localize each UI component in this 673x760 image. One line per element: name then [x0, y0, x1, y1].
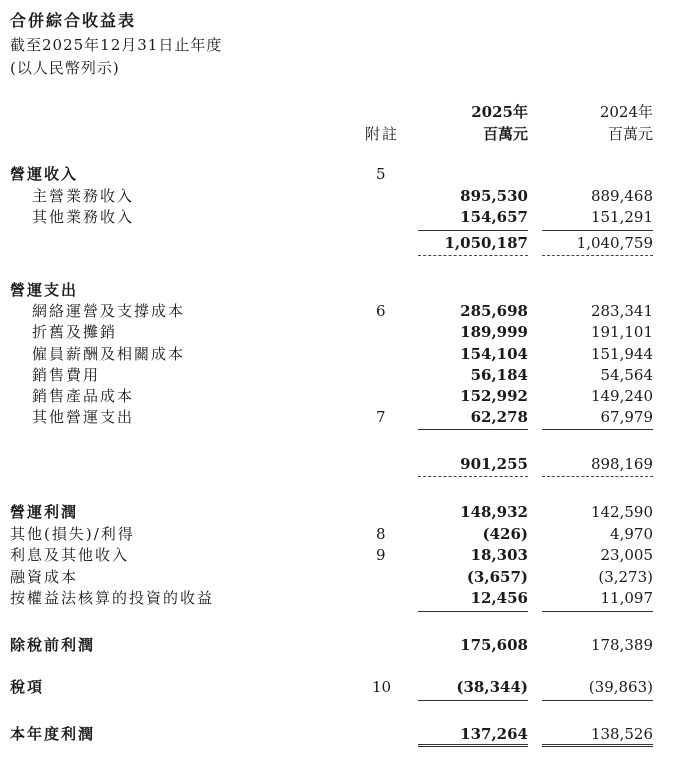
- row-label: 銷售產品成本: [32, 387, 135, 405]
- table-row-profit-for-year: [0, 724, 673, 744]
- table-row: [0, 322, 673, 342]
- value-2024: 178,389: [590, 636, 653, 654]
- row-note: 8: [376, 525, 386, 543]
- value-2024: 898,169: [590, 455, 653, 473]
- row-label: 其他業務收入: [32, 208, 135, 226]
- row-label: 其他營運支出: [32, 408, 135, 426]
- table-row-operating-revenue: [0, 164, 673, 184]
- row-label: 其他(損失)/利得: [10, 525, 135, 543]
- row-label: 稅項: [10, 678, 45, 696]
- year-2025-unit: 百萬元: [482, 125, 528, 143]
- value-2025: 148,932: [460, 503, 528, 521]
- row-label: 營運利潤: [10, 503, 79, 521]
- table-row: [0, 207, 673, 227]
- value-2024: 11,097: [600, 589, 653, 607]
- row-note: 6: [376, 302, 386, 320]
- row-note: 10: [372, 678, 392, 696]
- row-label: 融資成本: [10, 568, 79, 586]
- value-2025: 62,278: [470, 408, 528, 426]
- total-dashed-rule: [542, 255, 653, 256]
- row-label: 營運收入: [10, 165, 79, 183]
- year-2025-header: 2025年: [471, 103, 528, 121]
- row-note: 7: [376, 408, 386, 426]
- value-2024: 138,526: [590, 725, 653, 743]
- row-label: 除稅前利潤: [10, 636, 96, 654]
- value-2024: (3,273): [598, 568, 653, 586]
- value-2025: (38,344): [456, 678, 528, 696]
- subtotal-rule: [418, 611, 528, 612]
- value-2025: 154,104: [460, 345, 528, 363]
- row-label: 僱員薪酬及相關成本: [32, 345, 186, 363]
- table-row: [0, 545, 673, 565]
- note-column-header: 附註: [365, 125, 400, 143]
- value-2025: (3,657): [466, 568, 528, 586]
- subtotal-rule: [542, 230, 653, 231]
- table-row: [0, 407, 673, 427]
- value-2024: (39,863): [588, 678, 653, 696]
- table-row-expense-total: [0, 454, 673, 474]
- subtotal-rule: [418, 700, 528, 701]
- table-row: [0, 386, 673, 406]
- row-label: 網絡運營及支撐成本: [32, 302, 186, 320]
- value-2025: 137,264: [460, 725, 528, 743]
- year-2024-header: 2024年: [599, 103, 653, 121]
- table-row: [0, 186, 673, 206]
- value-2024: 151,944: [590, 345, 653, 363]
- value-2024: 23,005: [600, 546, 653, 564]
- table-row: [0, 365, 673, 385]
- value-2024: 67,979: [600, 408, 653, 426]
- table-row: [0, 301, 673, 321]
- value-2024: 149,240: [590, 387, 653, 405]
- row-label: 折舊及攤銷: [32, 323, 118, 341]
- value-2025: (426): [482, 525, 528, 543]
- subtotal-rule: [418, 230, 528, 231]
- value-2025: 175,608: [460, 636, 528, 654]
- value-2025: 189,999: [460, 323, 528, 341]
- subtotal-rule: [542, 429, 653, 430]
- table-row: [0, 567, 673, 587]
- final-double-rule: [542, 744, 653, 747]
- table-row-operating-expenses: [0, 280, 673, 300]
- value-2025: 895,530: [460, 187, 528, 205]
- value-2025: 285,698: [460, 302, 528, 320]
- row-label: 主營業務收入: [32, 187, 135, 205]
- statement-period: 截至2025年12月31日止年度: [10, 36, 223, 54]
- row-label: 營運支出: [10, 281, 79, 299]
- value-2025: 12,456: [470, 589, 528, 607]
- row-note: 5: [376, 165, 386, 183]
- year-2024-unit: 百萬元: [607, 125, 653, 143]
- row-label: 利息及其他收入: [10, 546, 130, 564]
- value-2024: 151,291: [590, 208, 653, 226]
- table-row: [0, 588, 673, 608]
- total-dashed-rule: [542, 476, 653, 477]
- value-2025: 18,303: [470, 546, 528, 564]
- value-2025: 56,184: [470, 366, 528, 384]
- table-row: [0, 344, 673, 364]
- total-dashed-rule: [418, 255, 528, 256]
- value-2024: 191,101: [590, 323, 653, 341]
- value-2025: 154,657: [460, 208, 528, 226]
- statement-title: 合併綜合收益表: [10, 11, 137, 30]
- table-row: [0, 524, 673, 544]
- value-2024: 4,970: [610, 525, 653, 543]
- value-2024: 54,564: [600, 366, 653, 384]
- table-row-profit-before-tax: [0, 635, 673, 655]
- row-label: 銷售費用: [32, 366, 101, 384]
- value-2025: 152,992: [460, 387, 528, 405]
- value-2024: 283,341: [590, 302, 653, 320]
- value-2024: 142,590: [590, 503, 653, 521]
- subtotal-rule: [418, 429, 528, 430]
- row-note: 9: [376, 546, 386, 564]
- currency-note: (以人民幣列示): [10, 59, 120, 77]
- table-row-revenue-total: [0, 233, 673, 253]
- row-label: 本年度利潤: [10, 725, 96, 743]
- value-2024: 1,040,759: [576, 234, 653, 252]
- value-2025: 901,255: [460, 455, 528, 473]
- subtotal-rule: [542, 611, 653, 612]
- value-2024: 889,468: [590, 187, 653, 205]
- value-2025: 1,050,187: [444, 234, 528, 252]
- final-double-rule: [418, 744, 528, 747]
- table-row-operating-profit: [0, 502, 673, 522]
- row-label: 按權益法核算的投資的收益: [10, 589, 215, 607]
- table-row-tax: [0, 677, 673, 697]
- total-dashed-rule: [418, 476, 528, 477]
- subtotal-rule: [542, 700, 653, 701]
